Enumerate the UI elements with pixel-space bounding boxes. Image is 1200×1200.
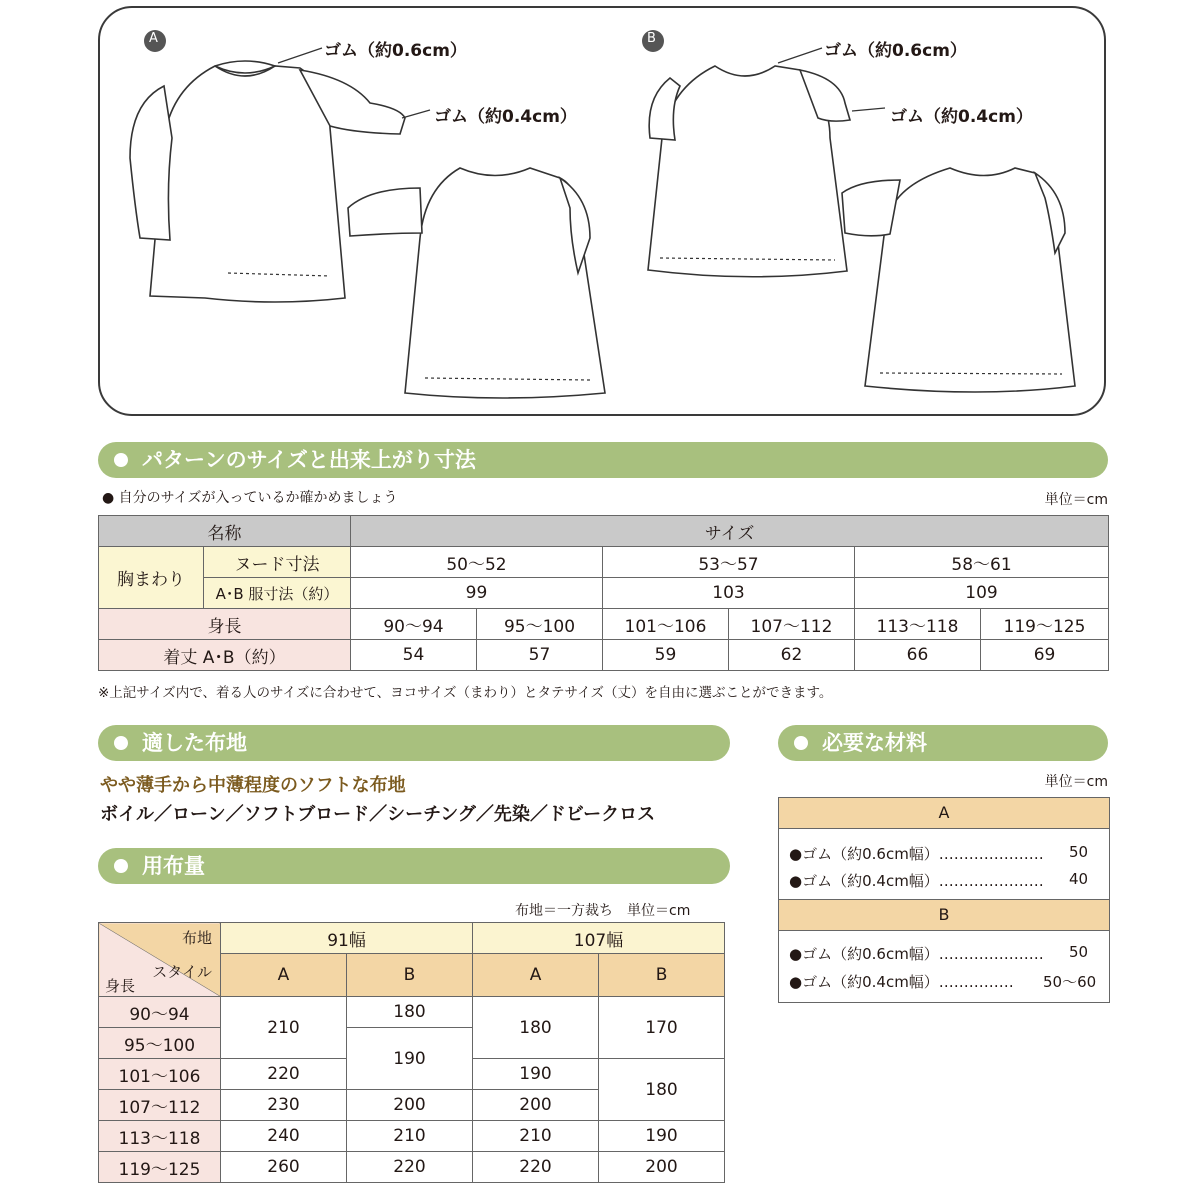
materials-box <box>778 797 1110 1003</box>
nude-value: 53〜57 <box>603 547 855 578</box>
corner-height: 身長 <box>105 977 136 995</box>
length-value: 66 <box>855 640 981 671</box>
yardage-cell: 190 <box>599 1121 725 1152</box>
materials-a-header: A <box>779 798 1109 829</box>
nude-value: 50〜52 <box>351 547 603 578</box>
yardage-section-banner <box>98 848 730 884</box>
height-row-label: 113〜118 <box>99 1121 221 1152</box>
materials-unit: 単位＝cm <box>1044 774 1108 790</box>
yardage-cell: 200 <box>599 1152 725 1183</box>
b-neck-elastic-note: ゴム（約0.6cm） <box>824 41 967 61</box>
height-value: 107〜112 <box>729 609 855 640</box>
corner-style: スタイル <box>152 963 212 981</box>
height-value: 101〜106 <box>603 609 729 640</box>
yardage-cell: 180 <box>599 1059 725 1121</box>
a-neck-elastic-note: ゴム（約0.6cm） <box>324 41 467 61</box>
yardage-cell: 230 <box>221 1090 347 1121</box>
fabric-section-title: 適した布地 <box>142 731 247 755</box>
a-sleeve-elastic-note: ゴム（約0.4cm） <box>434 107 577 127</box>
materials-section-banner <box>778 725 1108 761</box>
size-check-note: ● 自分のサイズが入っているか確かめましょう <box>102 490 398 506</box>
yardage-cell: 260 <box>221 1152 347 1183</box>
yardage-cell: 210 <box>221 997 347 1059</box>
fabric-list: ボイル／ローン／ソフトブロード／シーチング／先染／ドビークロス <box>100 804 656 825</box>
height-label: 身長 <box>99 609 351 640</box>
yardage-cell: 190 <box>473 1059 599 1090</box>
fabric-section-banner <box>98 725 730 761</box>
nude-label: ヌード寸法 <box>204 547 351 578</box>
b-sleeve-elastic-note: ゴム（約0.4cm） <box>890 107 1033 127</box>
yardage-cell: 240 <box>221 1121 347 1152</box>
label-a: A <box>149 31 158 46</box>
header-size: サイズ <box>351 516 1109 547</box>
garment-value: 99 <box>351 578 603 609</box>
garment-label: A･B 服寸法（約） <box>204 578 351 609</box>
style-a-header: A <box>221 954 347 997</box>
banner-dot-icon <box>114 453 128 467</box>
dress-a-left-sleeve <box>130 86 172 240</box>
banner-dot-icon <box>114 736 128 750</box>
banner-dot-icon <box>114 859 128 873</box>
size-unit: 単位＝cm <box>1044 492 1108 508</box>
corner-cell <box>99 923 221 997</box>
size-section-title: パターンのサイズと出来上がり寸法 <box>142 448 476 472</box>
materials-a-item-name: ●ゴム（約0.6cm幅）………………… <box>789 845 1044 863</box>
materials-b-item-value: 50 <box>1069 943 1089 961</box>
yardage-cell: 200 <box>347 1090 473 1121</box>
length-value: 54 <box>351 640 477 671</box>
yardage-cell: 220 <box>347 1152 473 1183</box>
label-b: B <box>647 31 656 46</box>
height-value: 95〜100 <box>477 609 603 640</box>
dress-b-back-sleeve-left <box>842 180 900 236</box>
height-row-label: 95〜100 <box>99 1028 221 1059</box>
dress-a-back-sleeve-left <box>348 188 422 236</box>
garment-illustration-panel <box>98 6 1106 416</box>
yardage-cell: 220 <box>473 1152 599 1183</box>
yardage-cell: 210 <box>347 1121 473 1152</box>
yardage-cell: 180 <box>473 997 599 1059</box>
yardage-cell: 220 <box>221 1059 347 1090</box>
materials-section-title: 必要な材料 <box>822 731 927 755</box>
height-row-label: 101〜106 <box>99 1059 221 1090</box>
garment-value: 109 <box>855 578 1109 609</box>
fabric-subtitle: やや薄手から中薄程度のソフトな布地 <box>100 775 406 796</box>
materials-b-header: B <box>779 899 1109 931</box>
style-b-header: B <box>347 954 473 997</box>
yardage-cell: 170 <box>599 997 725 1059</box>
nude-value: 58〜61 <box>855 547 1109 578</box>
yardage-cell: 200 <box>473 1090 599 1121</box>
width-91-header: 91幅 <box>221 923 473 954</box>
header-name: 名称 <box>99 516 351 547</box>
height-value: 119〜125 <box>981 609 1109 640</box>
garment-drawings <box>100 8 1104 414</box>
length-value: 69 <box>981 640 1109 671</box>
width-107-header: 107幅 <box>473 923 725 954</box>
materials-a-item-name: ●ゴム（約0.4cm幅）………………… <box>789 872 1044 890</box>
yardage-section-title: 用布量 <box>142 854 205 878</box>
garment-value: 103 <box>603 578 855 609</box>
size-footnote: ※上記サイズ内で、着る人のサイズに合わせて、ヨコサイズ（まわり）とタテサイズ（丈）を自由に選ぶことができます。 <box>98 685 833 701</box>
length-value: 62 <box>729 640 855 671</box>
yardage-cell: 210 <box>473 1121 599 1152</box>
materials-a-item-value: 40 <box>1069 870 1089 888</box>
size-section-banner <box>98 442 1108 478</box>
height-value: 113〜118 <box>855 609 981 640</box>
materials-b-item-value: 50〜60 <box>1043 973 1097 991</box>
length-value: 57 <box>477 640 603 671</box>
corner-fabric: 布地 <box>181 929 212 947</box>
dress-a-front <box>150 66 345 302</box>
style-a-header: A <box>473 954 599 997</box>
materials-b-item-name: ●ゴム（約0.4cm幅）…………… <box>789 973 1014 991</box>
length-label: 着丈 A･B（約） <box>99 640 351 671</box>
height-value: 90〜94 <box>351 609 477 640</box>
height-row-label: 107〜112 <box>99 1090 221 1121</box>
materials-b-item-name: ●ゴム（約0.6cm幅）………………… <box>789 945 1044 963</box>
yardage-cell: 190 <box>347 1028 473 1090</box>
style-b-header: B <box>599 954 725 997</box>
materials-a-item-value: 50 <box>1069 843 1089 861</box>
yardage-note: 布地＝一方裁ち 単位＝cm <box>515 903 691 919</box>
height-row-label: 90〜94 <box>99 997 221 1028</box>
banner-dot-icon <box>794 736 808 750</box>
yardage-table <box>98 922 725 1183</box>
chest-label: 胸まわり <box>99 547 204 609</box>
size-table <box>98 515 1109 671</box>
length-value: 59 <box>603 640 729 671</box>
height-row-label: 119〜125 <box>99 1152 221 1183</box>
yardage-cell: 180 <box>347 997 473 1028</box>
